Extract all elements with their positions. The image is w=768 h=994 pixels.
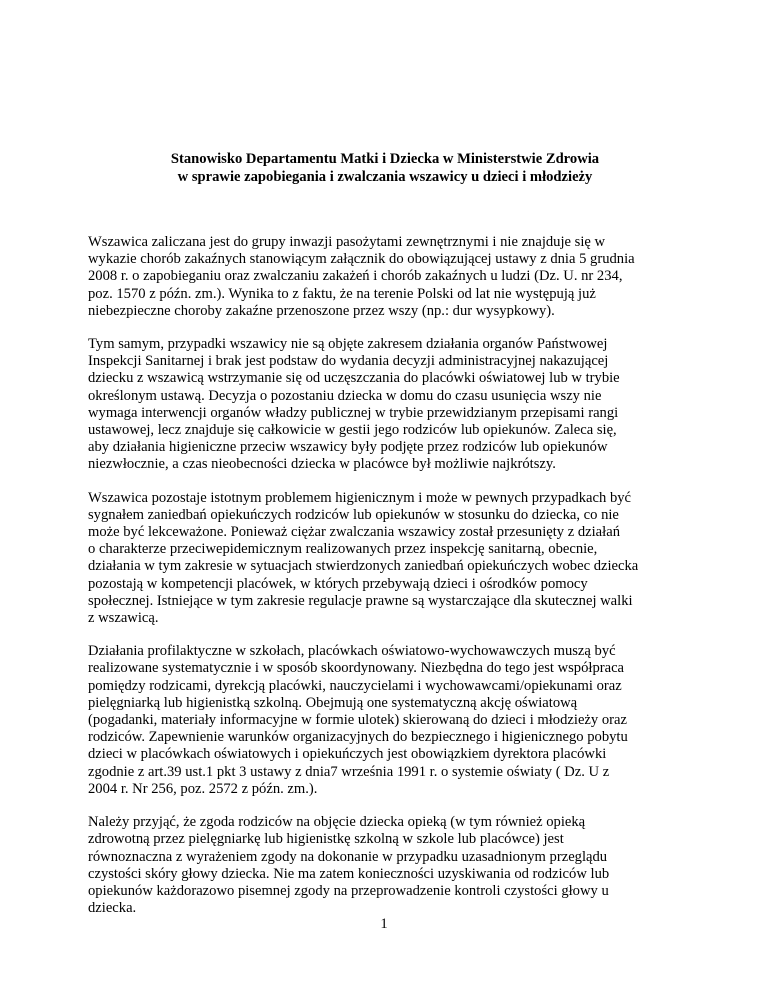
paragraph-5 [88, 814, 688, 917]
text-line: czystości skóry głowy dziecka. Nie ma zatem konieczności uzyskiwania od rodziców lub [88, 865, 610, 882]
title-line: w sprawie zapobiegania i zwalczania wszawicy u dzieci i młodzieży [177, 169, 593, 185]
text-line: realizowane systematycznie i w sposób skoordynowany. Niezbędna do tego jest współpraca [88, 660, 625, 677]
title-line: Stanowisko Departamentu Matki i Dziecka w Ministerstwie Zdrowia [170, 151, 600, 167]
text-line: Tym samym, przypadki wszawicy nie są objęte zakresem działania organów Państwowej [88, 336, 608, 353]
text-line: wykazie chorób zakaźnych stanowiącym załącznik do obowiązującej ustawy z dnia 5 grudnia [88, 251, 635, 268]
text-line: poz. 1570 z późn. zm.). Wynika to z faktu, że na terenie Polski od lat nie występują już [88, 285, 596, 302]
text-line: zgodnie z art.39 ust.1 pkt 3 ustawy z dnia7 września 1991 r. o systemie oświaty ( Dz. U z [88, 763, 610, 780]
text-line: (pogadanki, materiały informacyjne w formie ulotek) skierowaną do dzieci i młodzieży oraz [88, 712, 627, 729]
text-line: działania w tym zakresie w sytuacjach stwierdzonych zaniedbań opiekuńczych wobec dziecka [88, 558, 639, 575]
paragraph-4 [88, 643, 688, 798]
text-line: dziecku z wszawicą wstrzymanie się od uczęszczania do placówki oświatowej lub w trybie [88, 370, 620, 387]
text-line: Działania profilaktyczne w szkołach, placówkach oświatowo-wychowawczych muszą być [88, 643, 616, 660]
text-line: 2008 r. o zapobieganiu oraz zwalczaniu zakażeń i chorób zakaźnych u ludzi (Dz. U. nr 234, [88, 268, 623, 285]
text-line: niezwłocznie, a czas nieobecności dziecka w placówce był możliwie najkrótszy. [88, 456, 556, 473]
text-line: aby działania higieniczne przeciw wszawicy były podjęte przez rodziców lub opiekunów [88, 439, 608, 456]
text-line: określonym ustawą. Decyzja o pozostaniu dziecka w domu do czasu usunięcia wszy nie [88, 387, 602, 404]
text-line: pozostają w kompetencji placówek, w których przebywają dzieci i ośrodków pomocy [88, 575, 588, 592]
text-line: pielęgniarką lub higienistką szkolną. Obejmują one systematyczną akcję oświatową [88, 694, 578, 711]
text-line: Wszawica pozostaje istotnym problemem higienicznym i może w pewnych przypadkach być [88, 489, 632, 506]
text-line: 2004 r. Nr 256, poz. 2572 z późn. zm.). [88, 780, 318, 797]
paragraph-1 [88, 234, 688, 320]
document-body [88, 234, 688, 933]
text-line: rodziców. Zapewnienie warunków organizacyjnych do bezpiecznego i higienicznego pobytu [88, 729, 628, 746]
text-line: wymaga interwencji organów władzy publicznej w trybie przewidzianym przepisami rangi [88, 404, 619, 421]
text-line: dziecka. [88, 900, 137, 917]
text-line: niebezpieczne choroby zakaźne przenoszone przez wszy (np.: dur wysypkowy). [88, 302, 555, 319]
text-line: ustawowej, lecz znajduje się całkowicie w gestii jego rodziców lub opiekunów. Zaleca się, [88, 422, 617, 439]
text-line: społecznej. Istniejące w tym zakresie regulacje prawne są wystarczające dla skutecznej walki [88, 592, 633, 609]
text-line: pomiędzy rodzicami, dyrekcją placówki, nauczycielami i wychowawcami/opiekunami oraz [88, 677, 622, 694]
text-line: opiekunów każdorazowo pisemnej zgody na przeprowadzenie kontroli czystości głowy u [88, 882, 609, 899]
text-line: Należy przyjąć, że zgoda rodziców na objęcie dziecka opieką (w tym również opieką [88, 814, 586, 831]
text-line: sygnałem zaniedbań opiekuńczych rodziców lub opiekunów w stosunku do dziecka, co nie [88, 506, 619, 523]
text-line: Wszawica zaliczana jest do grupy inwazji pasożytami zewnętrznymi i nie znajduje się w [88, 234, 606, 250]
page-number: 1 [380, 916, 388, 932]
text-line: zdrowotną przez pielęgniarkę lub higienistkę szkolną w szkole lub placówce) jest [88, 831, 564, 848]
document-title [88, 150, 682, 186]
text-line: dzieci w placówkach oświatowych i opiekuńczych jest obowiązkiem dyrektora placówki [88, 746, 607, 763]
text-line: z wszawicą. [88, 610, 159, 627]
text-line: o charakterze przeciwepidemicznym realizowanych przez inspekcję sanitarną, obecnie, [88, 541, 598, 558]
text-line: może być lekceważone. Ponieważ ciężar zwalczania wszawicy został przesunięty z działań [88, 524, 620, 541]
text-line: Inspekcji Sanitarnej i brak jest podstaw do wydania decyzji administracyjnej nakazującej [88, 353, 609, 370]
paragraph-3 [88, 490, 688, 628]
paragraph-2 [88, 336, 688, 474]
text-line: równoznaczna z wyrażeniem zgody na dokonanie w przypadku uzasadnionym przeglądu [88, 848, 608, 865]
